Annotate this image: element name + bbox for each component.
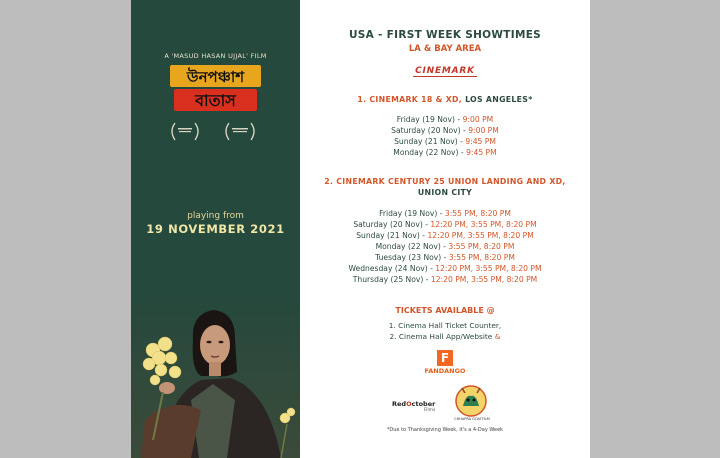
film-poster xyxy=(131,0,300,458)
showtime-row: Sunday (21 Nov) - 9:45 PM xyxy=(394,137,496,146)
showtime-row: Tuesday (23 Nov) - 3:55 PM, 8:20 PM xyxy=(375,253,515,262)
festival-laurels xyxy=(165,120,265,142)
showtime-row: Friday (19 Nov) - 3:55 PM, 8:20 PM xyxy=(379,209,511,218)
showtime-row: Saturday (20 Nov) - 12:20 PM, 3:55 PM, 8:20 PM xyxy=(353,220,537,229)
showtime-row: Friday (19 Nov) - 9:00 PM xyxy=(396,115,494,124)
footnote: *Due to Thanksgiving Week, it's a 4-Day Week xyxy=(386,427,504,433)
red-october-logo: RedOctober Films xyxy=(392,400,436,413)
right-margin xyxy=(590,0,720,458)
poster-photo xyxy=(131,300,300,458)
fandango-logo xyxy=(300,347,590,375)
film-title-line1: উনপঞ্চাশ xyxy=(186,68,245,86)
playing-from-label: playing from xyxy=(187,211,244,221)
film-title-logo xyxy=(168,63,263,113)
left-margin xyxy=(0,0,131,458)
showtime-row: Thursday (25 Nov) - 12:20 PM, 3:55 PM, 8:20 PM xyxy=(352,275,538,284)
goat-logo-label: CHHAPRA GOATFILM xyxy=(454,417,490,421)
showtimes-panel xyxy=(300,0,590,458)
fandango-label: FANDANGO xyxy=(424,367,466,375)
sponsor-logos xyxy=(300,384,590,420)
release-date: 19 NOVEMBER 2021 xyxy=(146,222,285,236)
showtime-row: Saturday (20 Nov) - 9:00 PM xyxy=(391,126,499,135)
tickets-heading: TICKETS AVAILABLE @ xyxy=(395,306,495,315)
region-subtitle: LA & BAY AREA xyxy=(408,44,482,54)
cinemark-logo: CINEMARK xyxy=(415,66,475,76)
showtime-row: Sunday (21 Nov) - 12:20 PM, 3:55 PM, 8:20 PM xyxy=(356,231,534,240)
ticket-source-app: 2. Cinema Hall App/Website & xyxy=(389,332,501,341)
theater-1-heading: 1. CINEMARK 18 & XD, LOS ANGELES* xyxy=(357,95,533,104)
showtime-row: Wednesday (24 Nov) - 12:20 PM, 3:55 PM, 8:20 PM xyxy=(348,264,542,273)
fandango-icon: F xyxy=(437,350,453,366)
theater-2-showtimes xyxy=(300,208,590,285)
showtime-row: Monday (22 Nov) - 9:45 PM xyxy=(393,148,497,157)
theater-2-location: UNION CITY xyxy=(417,188,473,197)
ticket-sources xyxy=(300,320,590,342)
film-title-line2: বাতাস xyxy=(195,91,236,110)
film-credit: A 'MASUD HASAN UJJAL' FILM xyxy=(164,52,267,60)
showtime-row: Monday (22 Nov) - 3:55 PM, 8:20 PM xyxy=(375,242,515,251)
page-title: USA - FIRST WEEK SHOWTIMES xyxy=(348,29,542,41)
theater-2-heading: 2. CINEMARK CENTURY 25 UNION LANDING AND XD, xyxy=(324,177,566,186)
ticket-source-counter: 1. Cinema Hall Ticket Counter, xyxy=(388,321,502,330)
goat-logo-icon xyxy=(454,384,488,418)
theater-1-showtimes xyxy=(300,114,590,158)
